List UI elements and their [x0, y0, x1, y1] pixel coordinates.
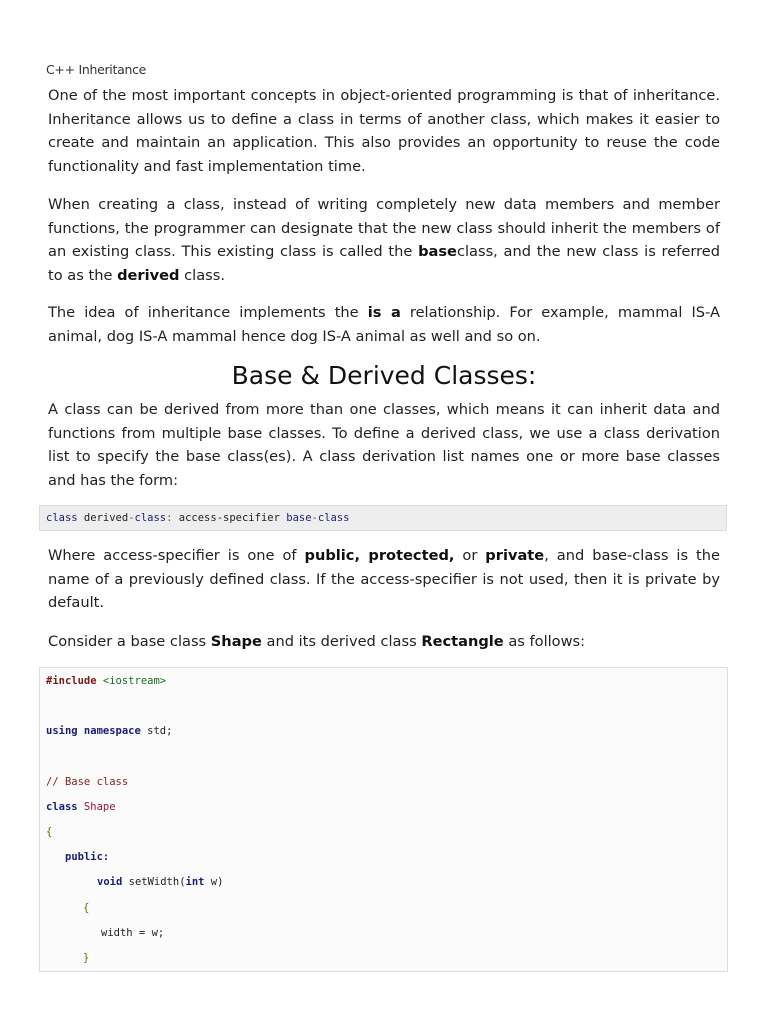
code-token: derived — [77, 512, 129, 524]
code-token: std; — [140, 725, 173, 737]
derivation-form-code — [39, 505, 727, 531]
code-token: w) — [204, 876, 224, 888]
code-token: class — [317, 512, 350, 524]
code-token: void — [97, 876, 123, 888]
code-line-assign: width = w; — [101, 927, 165, 939]
code-token: class — [46, 801, 78, 813]
section-heading: Base & Derived Classes: — [231, 361, 537, 390]
code-token: // Base class — [46, 776, 129, 788]
code-token: public: — [65, 851, 110, 863]
text-run: class. — [179, 266, 225, 284]
code-line-inner-close: } — [83, 952, 90, 964]
code-line-using — [46, 725, 172, 737]
code-line-class — [46, 801, 116, 813]
bold-term-private: private — [485, 547, 545, 564]
code-line-comment — [46, 776, 128, 788]
text-run: as follows: — [503, 633, 586, 650]
text-run: Where access-specifier is one of — [48, 547, 305, 564]
bold-term-rectangle: Rectangle — [421, 633, 504, 650]
code-token: namespace — [77, 725, 141, 737]
code-token: : — [166, 512, 173, 524]
code-line-setwidth — [97, 876, 223, 888]
code-line-public — [65, 851, 109, 863]
document-title: C++ Inheritance — [46, 62, 147, 77]
bold-term-base: base — [418, 243, 457, 260]
bold-term-access: public, protected, — [304, 547, 455, 564]
code-token: - — [311, 512, 318, 524]
text-run: Consider a base class — [48, 633, 211, 650]
text-run: relationship. For example, mammal IS-A animal, dog IS-A mammal hence dog IS-A animal as well and so on. — [48, 304, 720, 345]
intro-paragraph-1: One of the most important concepts in object-oriented programming is that of inheritance. Inheritance allows us to define a class in terms of another class, which makes it easier to create and maintain an application. This also provides an opportunity to reuse the code functionality and fast implementation time. — [48, 87, 720, 175]
text-run: When creating a class, instead of writing completely new data members and member functions, the programmer can designate that the new class should inherit the members of an existing class. This existing class is called the — [48, 196, 720, 260]
intro-paragraph-2 — [48, 193, 720, 287]
code-token: setWidth( — [122, 876, 186, 888]
code-token: base — [286, 512, 312, 524]
code-token: int — [185, 876, 205, 888]
intro-paragraph-3 — [48, 301, 720, 348]
bold-term-derived: derived — [117, 266, 180, 284]
code-token: #include — [46, 675, 97, 687]
code-token: access-specifier — [172, 512, 287, 524]
text-run: class, and the new class is referred to as the — [48, 243, 720, 284]
code-token: class — [46, 512, 78, 524]
code-line-open-brace: { — [46, 826, 53, 838]
code-line-inner-open: { — [83, 902, 90, 914]
text-run: The idea of inheritance implements the — [48, 304, 368, 321]
code-line-include — [46, 675, 166, 687]
text-run: and its derived class — [261, 633, 422, 650]
section-paragraph-1: A class can be derived from more than one classes, which means it can inherit data and functions from multiple base classes. To define a derived class, we use a class derivation list to specify the base class(es). A class derivation list names one or more base classes and has the form: — [48, 401, 720, 489]
code-example-block — [39, 667, 728, 972]
section-paragraph-3 — [48, 630, 720, 654]
code-token: using — [46, 725, 78, 737]
bold-term-shape: Shape — [210, 633, 262, 650]
code-token: - — [128, 512, 135, 524]
code-token: Shape — [77, 801, 116, 813]
text-run: or — [454, 547, 486, 564]
code-token: class — [134, 512, 167, 524]
code-token: <iostream> — [96, 675, 167, 687]
text-run: , and base-class is the name of a previously defined class. If the access-specifier is not used, then it is private by default. — [48, 547, 720, 611]
bold-term-is-a: is a — [367, 304, 401, 321]
section-paragraph-2 — [48, 544, 720, 615]
